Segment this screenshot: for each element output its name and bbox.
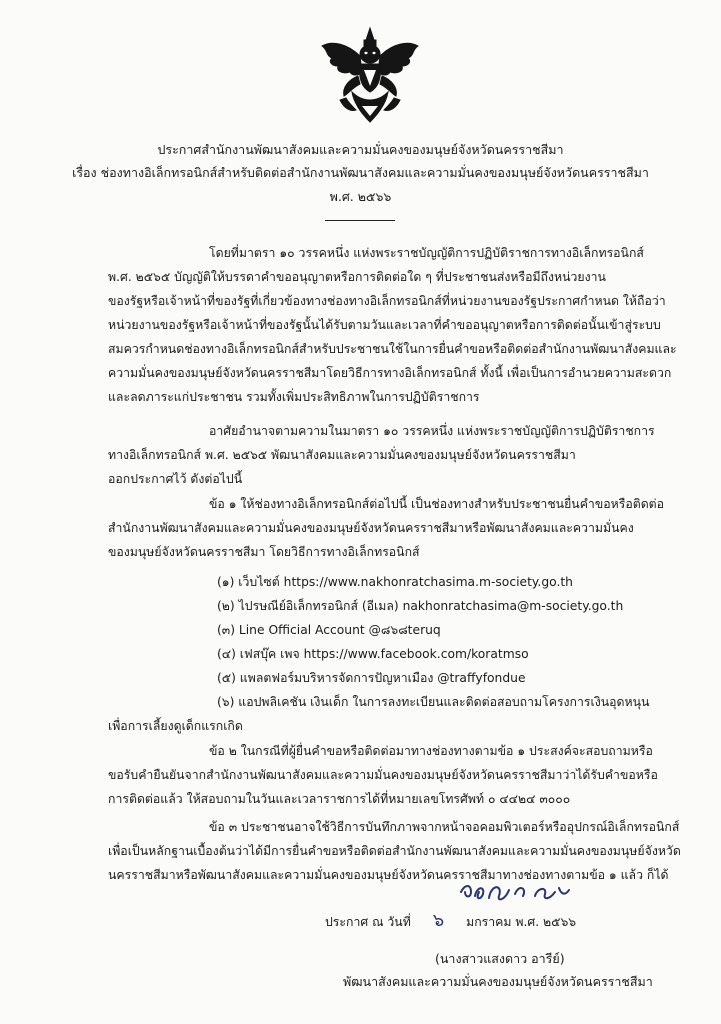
channel-website: (๑) เว็บไซต์ https://www.nakhonratchasima.m-society.go.th	[217, 575, 573, 589]
clause-3-line-3: นครราชสีมาหรือพัฒนาสังคมและความมั่นคงของมนุษย์จังหวัดนครราชสีมาทางช่องทางตามข้อ ๑ แล้ว ก็ได้	[108, 868, 669, 882]
channel-facebook: (๔) เฟสบุ๊ค เพจ https://www.facebook.com/koratmso	[217, 647, 529, 661]
signature-scribble	[455, 870, 575, 910]
channel-app: (๖) แอปพลิเคชัน เงินเด็ก ในการลงทะเบียนและติดต่อสอบถามโครงการเงินอุดหนุน	[217, 695, 650, 709]
announcement-year: พ.ศ. ๒๕๖๖	[329, 189, 392, 204]
channel-app-continued: เพื่อการเลี้ยงดูเด็กแรกเกิด	[108, 719, 243, 733]
clause-2-line-1: ข้อ ๒ ในกรณีที่ผู้ยื่นคำขอหรือติดต่อมาทางช่องทางตามข้อ ๑ ประสงค์จะสอบถามหรือ	[209, 744, 653, 758]
signer-position: พัฒนาสังคมและความมั่นคงของมนุษย์จังหวัดนครราชสีมา	[343, 974, 653, 989]
paragraph-2-line-1: อาศัยอำนาจตามความในมาตรา ๑๐ วรรคหนึ่ง แห่งพระราชบัญญัติการปฏิบัติราชการ	[209, 424, 655, 438]
paragraph-1-line-3: ของรัฐหรือเจ้าหน้าที่ของรัฐที่เกี่ยวข้องทางช่องทางอิเล็กทรอนิกส์ที่หน่วยงานของรัฐประกาศกำหนด ให้ถือว่า	[108, 294, 666, 308]
channel-traffy: (๕) แพลตฟอร์มบริหารจัดการปัญหาเมือง @traffyfondue	[217, 671, 526, 685]
channel-email: (๒) ไปรษณีย์อิเล็กทรอนิกส์ (อีเมล) nakhonratchasima@m-society.go.th	[217, 599, 624, 613]
title-divider	[325, 220, 395, 221]
clause-3-line-1: ข้อ ๓ ประชาชนอาจใช้วิธีการบันทึกภาพจากหน้าจอคอมพิวเตอร์หรืออุปกรณ์อิเล็กทรอนิกส์	[209, 820, 680, 834]
clause-2-line-2: ขอรับคำยืนยันจากสำนักงานพัฒนาสังคมและความมั่นคงของมนุษย์จังหวัดนครราชสีมาว่าได้รับคำขอหรือ	[108, 768, 658, 782]
date-prefix: ประกาศ ณ วันที่	[325, 915, 411, 929]
clause-1-line-2: สำนักงานพัฒนาสังคมและความมั่นคงของมนุษย์จังหวัดนครราชสีมาหรือพัฒนาสังคมและความมั่นคง	[108, 521, 634, 535]
paragraph-1-line-1: โดยที่มาตรา ๑๐ วรรคหนึ่ง แห่งพระราชบัญญัติการปฏิบัติราชการทางอิเล็กทรอนิกส์	[209, 246, 644, 260]
paragraph-2-line-3: ออกประกาศไว้ ดังต่อไปนี้	[108, 472, 243, 486]
paragraph-1-line-7: และลดภาระแก่ประชาชน รวมทั้งเพิ่มประสิทธิภาพในการปฏิบัติราชการ	[108, 390, 480, 404]
announcement-subject: เรื่อง ช่องทางอิเล็กทรอนิกส์สำหรับติดต่อสำนักงานพัฒนาสังคมและความมั่นคงของมนุษย์จังหวัดนครราชสีมา	[72, 165, 649, 180]
date-month-year: มกราคม พ.ศ. ๒๕๖๖	[466, 915, 577, 929]
clause-1-line-3: ของมนุษย์จังหวัดนครราชสีมา โดยวิธีการทางอิเล็กทรอนิกส์	[108, 545, 420, 559]
paragraph-1-line-2: พ.ศ. ๒๕๖๕ บัญญัติให้บรรดาคำขออนุญาตหรือการติดต่อใด ๆ ที่ประชาชนส่งหรือมีถึงหน่วยงาน	[108, 270, 606, 284]
clause-2-line-3: การติดต่อแล้ว ให้สอบถามในวันและเวลาราชการได้ที่หมายเลขโทรศัพท์ ๐ ๔๔๒๔ ๓๐๐๐	[108, 792, 571, 806]
clause-1-line-1: ข้อ ๑ ให้ช่องทางอิเล็กทรอนิกส์ต่อไปนี้ เป็นช่องทางสำหรับประชาชนยื่นคำขอหรือติดต่อ	[209, 497, 665, 511]
paragraph-1-line-4: หน่วยงานของรัฐหรือเจ้าหน้าที่ของรัฐนั้นได้รับตามวันและเวลาที่คำขออนุญาตหรือการติดต่อนั้นเข้าสู่ระบบ	[108, 318, 661, 332]
paragraph-1-line-6: ความมั่นคงของมนุษย์จังหวัดนครราชสีมาโดยวิธีการทางอิเล็กทรอนิกส์ ทั้งนี้ เพื่อเป็นการอำนวยความสะดวก	[108, 366, 672, 380]
channel-line: (๓) Line Official Account @๘๖๘teruq	[217, 623, 441, 637]
paragraph-2-line-2: ทางอิเล็กทรอนิกส์ พ.ศ. ๒๕๖๕ พัฒนาสังคมและความมั่นคงของมนุษย์จังหวัดนครราชสีมา	[108, 448, 576, 462]
clause-3-line-2: เพื่อเป็นหลักฐานเบื้องต้นว่าได้มีการยื่นคำขอหรือติดต่อสำนักงานพัฒนาสังคมและความมั่นคงของมนุษย์จังหวัด	[108, 844, 681, 858]
paragraph-1-line-5: สมควรกำหนดช่องทางอิเล็กทรอนิกส์สำหรับประชาชนใช้ในการยื่นคำขอหรือติดต่อสำนักงานพัฒนาสังคมและ	[108, 342, 677, 356]
date-day-handwritten: ๖	[432, 910, 445, 931]
garuda-emblem-icon	[318, 26, 422, 126]
announcement-title: ประกาศสำนักงานพัฒนาสังคมและความมั่นคงของมนุษย์จังหวัดนครราชสีมา	[157, 142, 564, 157]
signer-name: (นางสาวแสงดาว อารีย์)	[435, 951, 565, 966]
